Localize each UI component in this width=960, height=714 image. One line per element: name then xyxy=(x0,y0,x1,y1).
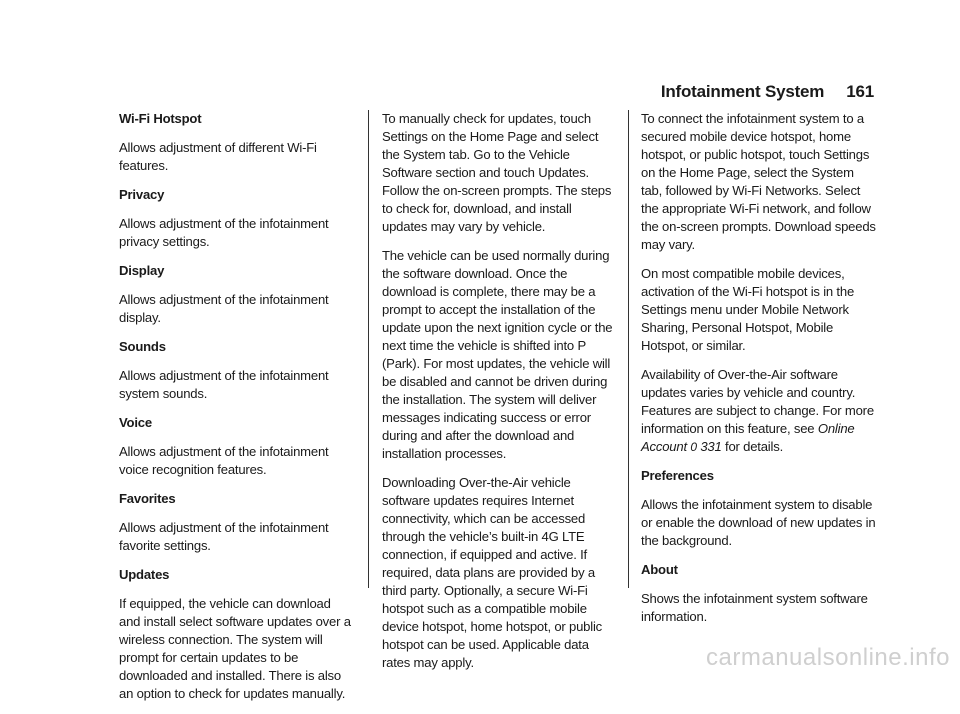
online-account-page: 331 xyxy=(700,439,722,454)
availability-text-end: for details. xyxy=(721,439,784,454)
paragraph-mobile-hotspot: On most compatible mobile devices, activation of the Wi-Fi hotspot is in the Settings menu under Mobile Network Sharing, Personal Hotspot, Mobile Hotspot, or similar. xyxy=(641,266,855,353)
page-reference-arrow-icon: 0 xyxy=(690,440,697,454)
page-number: 161 xyxy=(846,82,874,101)
column-divider-1 xyxy=(368,110,369,588)
paragraph-wifi-hotspot: Allows adjustment of different Wi-Fi features. xyxy=(119,140,317,173)
online-account-label: Online Account xyxy=(641,421,855,454)
paragraph-preferences: Allows the infotainment system to disable or enable the download of new updates in the background. xyxy=(641,497,876,548)
paragraph-privacy: Allows adjustment of the infotainment privacy settings. xyxy=(119,216,329,249)
paragraph-updates: If equipped, the vehicle can download and install select software updates over a wireless connection. The system will prompt for certain updates to be downloaded and installed. There is also an option to check for updates manually. xyxy=(119,596,351,701)
section-title: Infotainment System xyxy=(660,82,825,101)
paragraph-download-install: The vehicle can be used normally during the software download. Once the download is complete, there may be a prompt to accept the installation of the update upon the next ignition cycle or the next time the vehicle is shifted into P (Park). For most updates, the vehicle will be disabled and cannot be driven during the installation. The system will deliver messages indicating success or error during and after the download and installation processes. xyxy=(382,248,613,461)
paragraph-manual-check: To manually check for updates, touch Settings on the Home Page and select the System tab. Go to the Vehicle Software section and touch Updates. Follow the on-screen prompts. The steps to check for, download, and install updates may vary by vehicle. xyxy=(382,111,612,234)
paragraph-connectivity: Downloading Over-the-Air vehicle software updates requires Internet connectivity, which can be accessed through the vehicle’s built-in 4G LTE connection, if equipped and active. If required, data plans are provided by a third party. Optionally, a secure Wi-Fi hotspot such as a compatible mobile device hotspot, home hotspot, or public hotspot can be used. Applicable data rates may apply. xyxy=(382,475,603,670)
heading-wifi-hotspot: Wi-Fi Hotspot xyxy=(119,111,202,126)
availability-text: Availability of Over-the-Air software updates varies by vehicle and country. Features are subject to change. For more information on this feature, see xyxy=(641,367,874,436)
column-3 xyxy=(641,110,877,637)
heading-preferences: Preferences xyxy=(641,468,714,483)
heading-favorites: Favorites xyxy=(119,491,176,506)
watermark-text: carmanualsonline.info xyxy=(706,644,950,671)
paragraph-voice: Allows adjustment of the infotainment voice recognition features. xyxy=(119,444,329,477)
heading-updates: Updates xyxy=(119,567,170,582)
paragraph-availability xyxy=(641,366,877,456)
paragraph-display: Allows adjustment of the infotainment display. xyxy=(119,292,329,325)
column-1 xyxy=(119,110,351,714)
heading-about: About xyxy=(641,562,678,577)
heading-display: Display xyxy=(119,263,165,278)
paragraph-hotspot-connect: To connect the infotainment system to a secured mobile device hotspot, home hotspot, or public hotspot, touch Settings on the Home Page, select the System tab, followed by Wi-Fi Networks. Select the appropriate Wi-Fi network, and follow the on-screen prompts. Download speeds may vary. xyxy=(641,111,876,252)
paragraph-about: Shows the infotainment system software information. xyxy=(641,591,868,624)
heading-sounds: Sounds xyxy=(119,339,166,354)
page-header xyxy=(661,82,874,102)
heading-voice: Voice xyxy=(119,415,152,430)
paragraph-favorites: Allows adjustment of the infotainment favorite settings. xyxy=(119,520,329,553)
heading-privacy: Privacy xyxy=(119,187,165,202)
column-2 xyxy=(382,110,614,683)
column-divider-2 xyxy=(628,110,629,588)
paragraph-sounds: Allows adjustment of the infotainment system sounds. xyxy=(119,368,329,401)
